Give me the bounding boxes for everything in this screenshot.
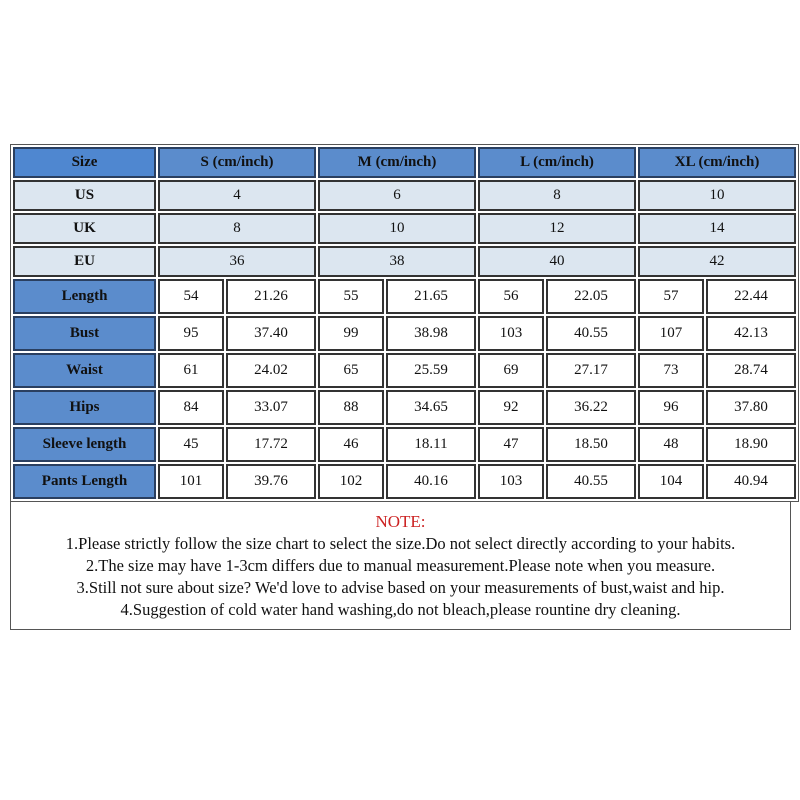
- region-label: US: [13, 180, 156, 211]
- cm-value: 107: [638, 316, 704, 351]
- region-value: 36: [158, 246, 316, 277]
- cm-value: 65: [318, 353, 384, 388]
- region-row-eu: [13, 246, 796, 277]
- note-line: 4.Suggestion of cold water hand washing,do not bleach,please rountine dry cleaning.: [120, 600, 681, 619]
- cm-value: 56: [478, 279, 544, 314]
- inch-value: 24.02: [226, 353, 316, 388]
- cm-value: 48: [638, 427, 704, 462]
- cm-value: 47: [478, 427, 544, 462]
- cm-value: 57: [638, 279, 704, 314]
- inch-value: 42.13: [706, 316, 796, 351]
- measurement-label: Hips: [13, 390, 156, 425]
- inch-value: 40.16: [386, 464, 476, 499]
- inch-value: 18.11: [386, 427, 476, 462]
- region-row-us: [13, 180, 796, 211]
- inch-value: 34.65: [386, 390, 476, 425]
- inch-value: 37.40: [226, 316, 316, 351]
- inch-value: 22.05: [546, 279, 636, 314]
- cm-value: 92: [478, 390, 544, 425]
- measurement-label: Sleeve length: [13, 427, 156, 462]
- cm-value: 73: [638, 353, 704, 388]
- size-chart: [10, 144, 791, 630]
- cm-value: 46: [318, 427, 384, 462]
- cm-value: 54: [158, 279, 224, 314]
- cm-value: 69: [478, 353, 544, 388]
- region-value: 40: [478, 246, 636, 277]
- region-label: EU: [13, 246, 156, 277]
- cm-value: 45: [158, 427, 224, 462]
- region-row-uk: [13, 213, 796, 244]
- cm-value: 88: [318, 390, 384, 425]
- measurement-row-length: [13, 279, 796, 314]
- inch-value: 25.59: [386, 353, 476, 388]
- size-table: [10, 144, 799, 502]
- measurement-row-waist: [13, 353, 796, 388]
- header-row: [13, 147, 796, 178]
- inch-value: 38.98: [386, 316, 476, 351]
- cm-value: 55: [318, 279, 384, 314]
- measurement-label: Bust: [13, 316, 156, 351]
- measurement-row-sleeve-length: [13, 427, 796, 462]
- cm-value: 96: [638, 390, 704, 425]
- cm-value: 95: [158, 316, 224, 351]
- note-box: [10, 501, 791, 630]
- note-line: 2.The size may have 1-3cm differs due to manual measurement.Please note when you measure.: [85, 556, 716, 575]
- region-value: 10: [638, 180, 796, 211]
- region-value: 4: [158, 180, 316, 211]
- measurement-label: Pants Length: [13, 464, 156, 499]
- inch-value: 18.50: [546, 427, 636, 462]
- measurement-row-hips: [13, 390, 796, 425]
- cm-value: 99: [318, 316, 384, 351]
- cm-value: 84: [158, 390, 224, 425]
- inch-value: 21.65: [386, 279, 476, 314]
- size-header-s: S (cm/inch): [158, 147, 316, 178]
- cm-value: 104: [638, 464, 704, 499]
- inch-value: 37.80: [706, 390, 796, 425]
- inch-value: 28.74: [706, 353, 796, 388]
- inch-value: 39.76: [226, 464, 316, 499]
- note-line: 3.Still not sure about size? We'd love to advise based on your measurements of bust,waist and hip.: [76, 578, 725, 597]
- inch-value: 40.55: [546, 464, 636, 499]
- size-header-m: M (cm/inch): [318, 147, 476, 178]
- cm-value: 103: [478, 464, 544, 499]
- cm-value: 101: [158, 464, 224, 499]
- region-value: 10: [318, 213, 476, 244]
- inch-value: 40.94: [706, 464, 796, 499]
- size-header-label: Size: [13, 147, 156, 178]
- region-value: 42: [638, 246, 796, 277]
- inch-value: 21.26: [226, 279, 316, 314]
- measurement-row-pants-length: [13, 464, 796, 499]
- inch-value: 22.44: [706, 279, 796, 314]
- note-title: NOTE:: [375, 512, 426, 531]
- size-header-l: L (cm/inch): [478, 147, 636, 178]
- note-line: 1.Please strictly follow the size chart to select the size.Do not select directly according to your habits.: [65, 534, 736, 553]
- region-label: UK: [13, 213, 156, 244]
- measurement-label: Waist: [13, 353, 156, 388]
- cm-value: 61: [158, 353, 224, 388]
- region-value: 38: [318, 246, 476, 277]
- region-value: 12: [478, 213, 636, 244]
- cm-value: 103: [478, 316, 544, 351]
- region-value: 8: [158, 213, 316, 244]
- cm-value: 102: [318, 464, 384, 499]
- inch-value: 36.22: [546, 390, 636, 425]
- region-value: 6: [318, 180, 476, 211]
- size-header-xl: XL (cm/inch): [638, 147, 796, 178]
- inch-value: 17.72: [226, 427, 316, 462]
- measurement-label: Length: [13, 279, 156, 314]
- measurement-row-bust: [13, 316, 796, 351]
- inch-value: 18.90: [706, 427, 796, 462]
- region-value: 8: [478, 180, 636, 211]
- inch-value: 33.07: [226, 390, 316, 425]
- inch-value: 40.55: [546, 316, 636, 351]
- region-value: 14: [638, 213, 796, 244]
- inch-value: 27.17: [546, 353, 636, 388]
